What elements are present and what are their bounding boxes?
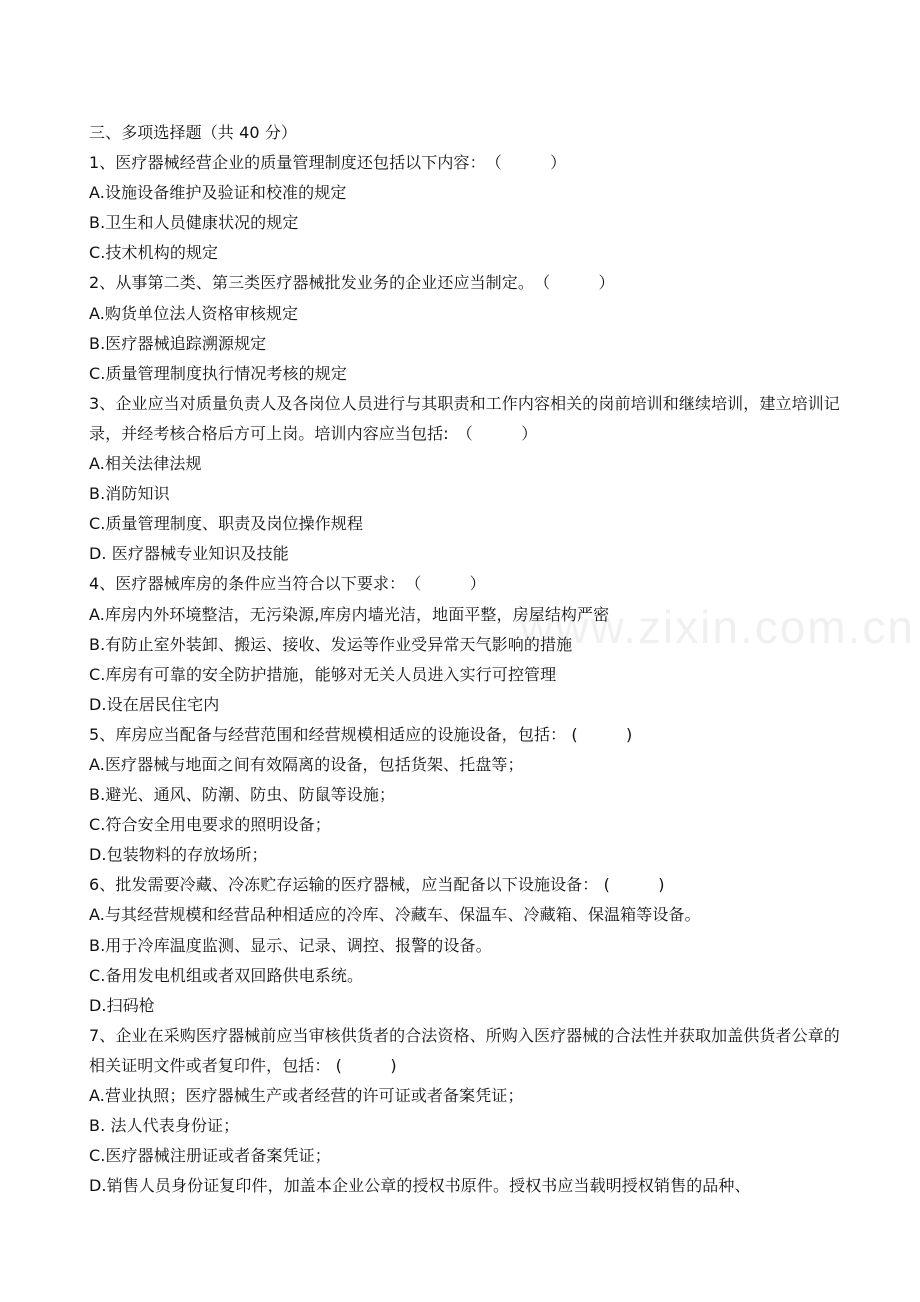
option-a: A.购货单位法人资格审核规定 — [89, 303, 299, 323]
option-b: B.医疗器械追踪溯源规定 — [89, 333, 267, 353]
section-title: 三、多项选择题（共 40 分） — [89, 123, 298, 142]
option-c: C.医疗器械注册证或者备案凭证； — [89, 1146, 331, 1166]
option-d: D. 医疗器械专业知识及技能 — [89, 544, 289, 564]
option-c: C.备用发电机组或者双回路供电系统。 — [89, 965, 364, 985]
option-a: A.与其经营规模和经营品种相适应的冷库、冷藏车、保温车、冷藏箱、保温箱等设备。 — [89, 905, 701, 925]
option-c: C.技术机构的规定 — [89, 243, 219, 263]
option-a: A.相关法律法规 — [89, 454, 202, 474]
option-b: B.用于冷库温度监测、显示、记录、调控、报警的设备。 — [89, 935, 492, 955]
option-a: A.营业执照；医疗器械生产或者经营的许可证或者备案凭证； — [89, 1086, 524, 1105]
watermark: www.zixin.com.cn — [520, 601, 915, 653]
option-c: C.库房有可靠的安全防护措施，能够对无关人员进入实行可控管理 — [89, 664, 557, 684]
option-c: C.符合安全用电要求的照明设备； — [89, 815, 331, 835]
option-c: C.质量管理制度、职责及岗位操作规程 — [89, 514, 364, 534]
question-stem: 4、医疗器械库房的条件应当符合以下要求： （ ） — [89, 574, 486, 594]
option-b: B. 法人代表身份证； — [89, 1116, 240, 1136]
question-stem: 1、医疗器械经营企业的质量管理制度还包括以下内容： （ ） — [89, 153, 567, 173]
option-a: A.库房内外环境整洁，无污染源,库房内墙光洁，地面平整，房屋结构严密 — [89, 604, 610, 624]
option-b: B.卫生和人员健康状况的规定 — [89, 213, 299, 233]
document-page — [89, 118, 849, 1201]
question-stem: 6、批发需要冷藏、冷冻贮存运输的医疗器械，应当配备以下设施设备： ( ) — [89, 875, 665, 895]
option-c: C.质量管理制度执行情况考核的规定 — [89, 363, 347, 383]
option-a: A.医疗器械与地面之间有效隔离的设备，包括货架、托盘等； — [89, 754, 524, 774]
option-b: B.避光、通风、防潮、防虫、防鼠等设施； — [89, 785, 396, 805]
question-stem: 2、从事第二类、第三类医疗器械批发业务的企业还应当制定。 （ ） — [89, 273, 615, 293]
question-stem: 7、企业在采购医疗器械前应当审核供货者的合法资格、所购入医疗器械的合法性并获取加盖供货者公章的相关证明文件或者复印件，包括： ( ) — [89, 1025, 840, 1075]
option-d: D.包装物料的存放场所； — [89, 845, 268, 865]
option-b: B.有防止室外装卸、搬运、接收、发运等作业受异常天气影响的措施 — [89, 634, 573, 654]
option-d: D.设在居民住宅内 — [89, 694, 220, 714]
option-d: D.销售人员身份证复印件，加盖本企业公章的授权书原件。授权书应当载明授权销售的品种、 — [89, 1176, 751, 1196]
question-stem: 5、库房应当配备与经营范围和经营规模相适应的设施设备，包括： ( ) — [89, 724, 633, 744]
option-a: A.设施设备维护及验证和校准的规定 — [89, 183, 347, 203]
option-b: B.消防知识 — [89, 484, 170, 504]
question-stem: 3、企业应当对质量负责人及各岗位人员进行与其职责和工作内容相关的岗前培训和继续培训，建立培训记录，并经考核合格后方可上岗。培训内容应当包括: （ ） — [89, 393, 840, 443]
option-d: D.扫码枪 — [89, 995, 155, 1015]
